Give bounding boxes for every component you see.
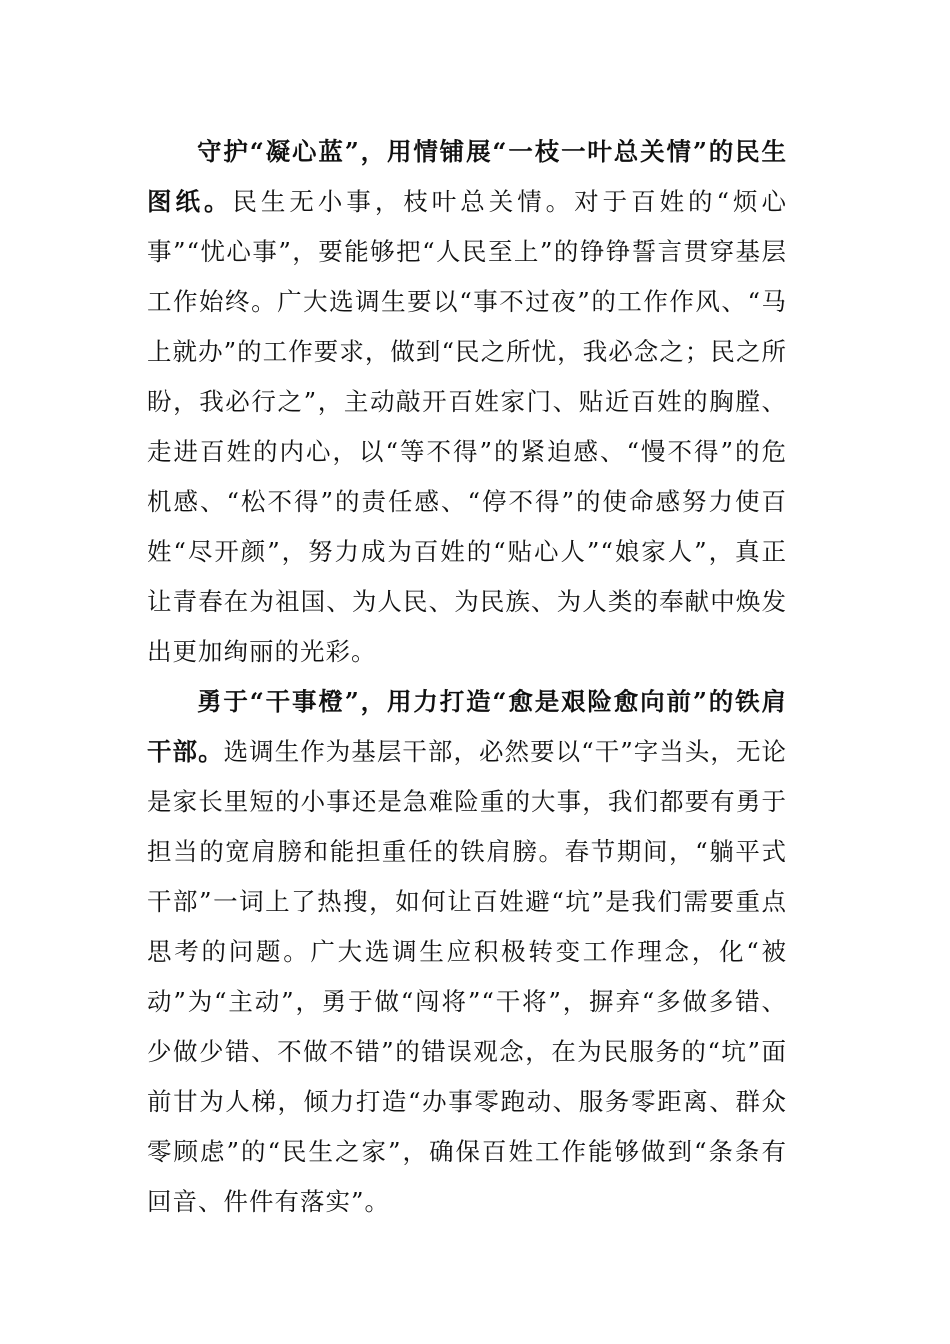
paragraph-1-lead: 守护“凝心蓝”，用情铺展“一枝一叶总关情”的民生图纸。 — [147, 137, 787, 216]
paragraph-2-lead: 勇于“干事橙”，用力打造“愈是艰险愈向前”的铁肩干部。 — [147, 687, 787, 766]
paragraph-1-body: 民生无小事，枝叶总关情。对于百姓的“烦心事”“忧心事”，要能够把“人民至上”的铮铮誓言贯穿基层工作始终。广大选调生要以“事不过夜”的工作作风、“马上就办”的工作要求，做到“民之所忧，我必念之；民之所盼，我必行之”，主动敲开百姓家门、贴近百姓的胸膛、走进百姓的内心，以“等不得”的紧迫感、“慢不得”的危机感、“松不得”的责任感、“停不得”的使命感努力使百姓“尽开颜”，努力成为百姓的“贴心人”“娘家人”，真正让青春在为祖国、为人民、为民族、为人类的奉献中焕发出更加绚丽的光彩。 — [147, 187, 788, 666]
paragraph-2-body: 选调生作为基层干部，必然要以“干”字当头，无论是家长里短的小事还是急难险重的大事，我们都要有勇于担当的宽肩膀和能担重任的铁肩膀。春节期间，“躺平式干部”一词上了热搜，如何让百姓避“坑”是我们需要重点思考的问题。广大选调生应积极转变工作理念，化“被动”为“主动”，勇于做“闯将”“干将”，摒弃“多做多错、少做少错、不做不错”的错误观念，在为民服务的“坑”面前甘为人梯，倾力打造“办事零跑动、服务零距离、群众零顾虑”的“民生之家”，确保百姓工作能够做到“条条有回音、件件有落实”。 — [147, 737, 787, 1216]
document-body — [147, 127, 787, 1227]
paragraph-1 — [147, 127, 787, 677]
paragraph-2 — [147, 677, 787, 1227]
